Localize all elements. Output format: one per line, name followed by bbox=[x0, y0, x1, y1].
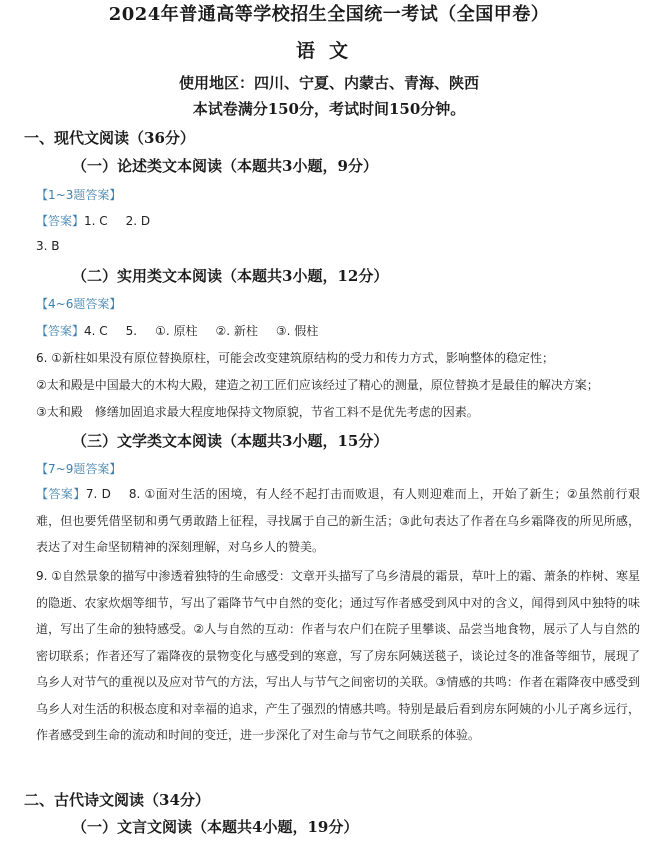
section2-part1-heading: （一）文言文阅读（本题共4小题，19分） bbox=[72, 818, 359, 836]
part1-heading: （一）论述类文本阅读（本题共3小题，9分） bbox=[72, 157, 378, 175]
answer-q6-line1: 6. ①新柱如果没有原位替换原柱，可能会改变建筑原结构的受力和传力方式，影响整体的稳定性； bbox=[36, 351, 555, 365]
section2-heading: 二、古代诗文阅读（34分） bbox=[24, 791, 210, 809]
section1-heading: 一、现代文阅读（36分） bbox=[24, 129, 195, 147]
subject-title: 语文 bbox=[295, 40, 362, 62]
answer-q8: 8. ①面对生活的困境，有人经不起打击而败退，有人则迎难而上，开始了新生；②虽然前行艰难，但也要凭借坚韧和勇气勇敢踏上征程，寻找属于自己的新生活；③此句表达了作者在乌乡霜降夜的所见所感，表达了对生命坚韧精神的深刻理解，对乌乡人的赞美。 bbox=[36, 487, 640, 554]
part1-answer-tag: 【1~3题答案】 bbox=[36, 188, 122, 202]
answer-q7-q8-paragraph bbox=[36, 481, 640, 561]
exam-info-line: 本试卷满分150分，考试时间150分钟。 bbox=[192, 100, 466, 118]
answer-q9-paragraph: 9. ①自然景象的描写中渗透着独特的生命感受：文章开头描写了乌乡清晨的霜景，草叶上的霜、萧条的柞树、寒星的隐逝、农家炊烟等细节，写出了霜降节气中自然的变化；通过写作者感受到风中对的含义，闻得到风中独特的味道，写出了生命的独特感受。②人与自然的互动：作者与农户们在院子里攀谈、品尝当地食物，展示了人与自然的密切联系；作者还写了霜降夜的景物变化与感受到的寒意，写了房东阿姨送毯子，谈论过冬的准备等细节，展现了乌乡人对节气的重视以及应对节气的方法，写出人与节气之间密切的关联。③情感的共鸣：作者在霜降夜中感受到乌乡人对生活的积极态度和对幸福的追求，产生了强烈的情感共鸣。特别是最后看到房东阿姨的小儿子离乡远行，作者感受到生命的流动和时间的变迁，进一步深化了对生命与节气之间联系的体验。 bbox=[36, 569, 640, 742]
answer-label: 【答案】 bbox=[36, 214, 85, 228]
regions-line: 使用地区：四川、宁夏、内蒙古、青海、陕西 bbox=[178, 74, 479, 92]
answer-label: 【答案】 bbox=[36, 487, 86, 501]
part2-heading: （二）实用类文本阅读（本题共3小题，12分） bbox=[72, 267, 389, 285]
answer-q5-1: ①. 原柱 bbox=[155, 324, 198, 338]
part3-answer-tag: 【7~9题答案】 bbox=[36, 462, 122, 476]
answer-q1: 1. C bbox=[84, 214, 108, 228]
answer-q5-3: ③. 假柱 bbox=[275, 324, 319, 338]
answer-q5-2: ②. 新柱 bbox=[215, 324, 258, 338]
part1-answers-row bbox=[36, 212, 150, 229]
answer-q6-line2: ②太和殿是中国最大的木构大殿，建造之初工匠们应该经过了精心的测量，原位替换才是最佳的解决方案； bbox=[36, 378, 599, 392]
part2-answer-tag: 【4~6题答案】 bbox=[36, 297, 122, 311]
answer-q3: 3. B bbox=[36, 239, 60, 253]
exam-title: 2024年普通高等学校招生全国统一考试（全国甲卷） bbox=[108, 4, 550, 25]
answer-label: 【答案】 bbox=[36, 324, 85, 338]
answer-q6-line3: ③太和殿 修缮加固追求最大程度地保持文物原貌，节省工料不是优先考虑的因素。 bbox=[36, 405, 479, 419]
part2-answers-row bbox=[36, 322, 318, 339]
answer-q2: 2. D bbox=[125, 214, 151, 228]
answer-q5: 5. bbox=[125, 324, 138, 338]
part3-heading: （三）文学类文本阅读（本题共3小题，15分） bbox=[72, 432, 389, 450]
answer-q7: 7. D bbox=[85, 487, 111, 501]
answer-q4: 4. C bbox=[84, 324, 108, 338]
